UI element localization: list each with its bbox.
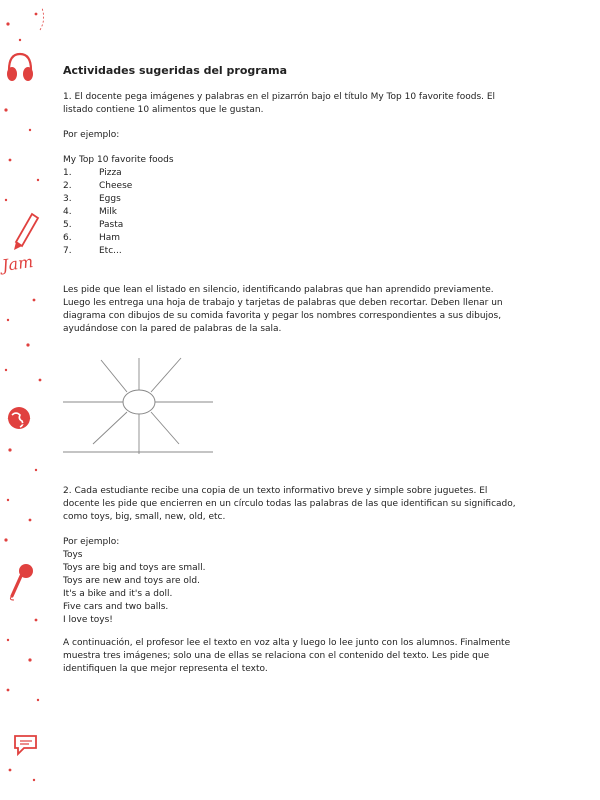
activity-1-body: Les pide que lean el listado en silencio, identificando palabras que han aprendido previamente. Luego les entrega una hoja de trabajo y tarjetas de palabras que deben recortar. Deben llenar un diagrama con dibujos de su comida favorita y pegar los nombres correspondientes a sus dibujos, ayudándose con la pared de palabras de la sala. <box>63 285 503 334</box>
document-body <box>63 64 523 688</box>
list-item: 7. Etc... <box>63 246 122 256</box>
toys-line: Toys are big and toys are small. <box>63 563 206 573</box>
headphones-icon <box>5 50 35 86</box>
globe-icon <box>4 403 34 433</box>
toys-line: Toys <box>63 550 83 560</box>
toys-line: Five cars and two balls. <box>63 602 169 612</box>
list-item: 1. Pizza <box>63 168 122 178</box>
margin-decoration <box>0 0 52 800</box>
jam-doodle: Jam <box>0 251 35 276</box>
speech-bubble-icon <box>12 732 40 758</box>
page-title: Actividades sugeridas del programa <box>63 64 287 77</box>
pencil-icon <box>12 212 40 252</box>
food-list-title: My Top 10 favorite foods <box>63 155 174 165</box>
list-item: 4. Milk <box>63 207 117 217</box>
toys-line: I love toys! <box>63 615 113 625</box>
example-label-2: Por ejemplo: <box>63 537 120 547</box>
spider-diagram <box>63 356 213 456</box>
toys-text <box>63 549 523 627</box>
list-item: 6. Ham <box>63 233 121 243</box>
food-list <box>63 167 523 258</box>
toys-line: It's a bike and it's a doll. <box>63 589 173 599</box>
toys-line: Toys are new and toys are old. <box>63 576 200 586</box>
list-item: 2. Cheese <box>63 181 133 191</box>
example-label-1: Por ejemplo: <box>63 130 120 140</box>
list-item: 5. Pasta <box>63 220 124 230</box>
microphone-icon <box>6 562 36 602</box>
activity-2-body: A continuación, el profesor lee el texto en voz alta y luego lo lee junto con los alumnos. Finalmente muestra tres imágenes; solo una de ellas se relaciona con el contenido del texto. Les pide que identifiquen la que mejor representa el texto. <box>63 638 511 674</box>
list-item: 3. Eggs <box>63 194 121 204</box>
activity-2-intro: 2. Cada estudiante recibe una copia de un texto informativo breve y simple sobre juguetes. El docente les pide que encierren en un círculo todas las palabras de las que identifican su significado, como toys, big, small, new, old, etc. <box>63 486 516 522</box>
activity-1-intro: 1. El docente pega imágenes y palabras en el pizarrón bajo el título My Top 10 favorite foods. El listado contiene 10 alimentos que le gustan. <box>63 92 496 115</box>
